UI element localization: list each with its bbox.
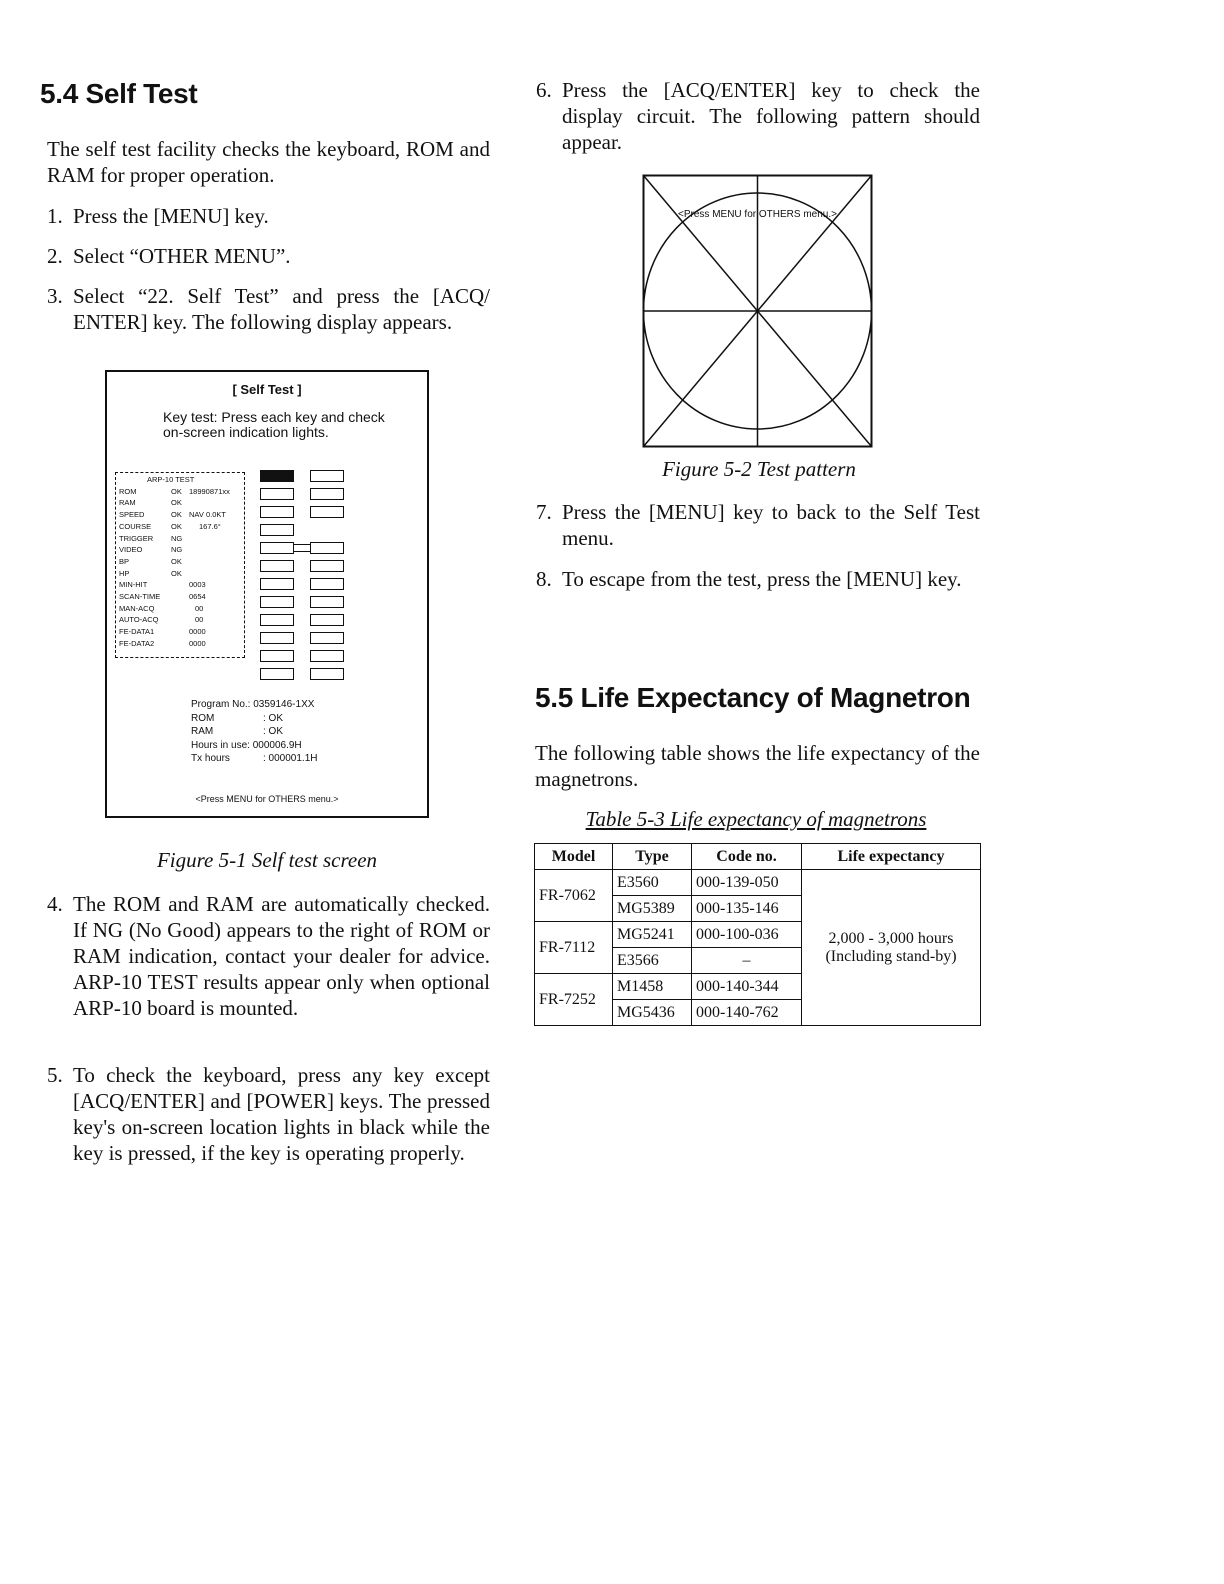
step-1: 1. Press the [MENU] key. [47, 204, 269, 228]
test-pattern-figure [642, 174, 873, 448]
arp-row: MAN-ACQ 00 [119, 603, 204, 613]
cell-code: 000-139-050 [692, 870, 802, 896]
key-indicator [310, 668, 344, 680]
key-indicator [310, 632, 344, 644]
arp-row: FE-DATA1 0000 [119, 627, 206, 637]
cell-code: 000-140-344 [692, 974, 802, 1000]
program-info [191, 698, 318, 766]
arp-row: ARP-10 TEST [147, 475, 195, 484]
cell-type: E3566 [613, 948, 692, 974]
cell-type: E3560 [613, 870, 692, 896]
arp-row: SCAN-TIME 0654 [119, 592, 206, 602]
cell-life-expectancy: 2,000 - 3,000 hours (Including stand-by) [802, 870, 981, 1026]
header-code: Code no. [692, 844, 802, 870]
arp-row: RAM OK [119, 498, 182, 508]
key-indicator [310, 614, 344, 626]
arp-row: BP OK [119, 556, 182, 566]
step-5: 5. To check the keyboard, press any key except [ACQ/ENTER] and [POWER] keys. The pressed key's on-screen location lights in black while the key is pressed, if the key is operating properly. [47, 1063, 490, 1165]
step-7: 7. Press the [MENU] key to back to the Self Test menu. [536, 500, 980, 550]
key-indicator [260, 668, 294, 680]
cell-code: 000-135-146 [692, 896, 802, 922]
key-indicator [310, 542, 344, 554]
key-indicator [260, 650, 294, 662]
cell-type: MG5241 [613, 922, 692, 948]
arp-row: COURSE OK 167.6° [119, 521, 221, 531]
press-menu-hint: <Press MENU for OTHERS menu.> [195, 794, 339, 804]
table-5-3-caption: Table 5-3 Life expectancy of magnetrons [585, 807, 927, 831]
arp-row: VIDEO NG [119, 545, 183, 555]
cell-code: 000-100-036 [692, 922, 802, 948]
arp-row: ROM OK 18990871xx [119, 486, 230, 496]
screen-title: [ Self Test ] [232, 382, 302, 397]
program-row: Hours in use: 000006.9H [191, 739, 302, 751]
program-row: Program No.: 0359146-1XX [191, 699, 315, 710]
step-2: 2. Select “OTHER MENU”. [47, 244, 291, 268]
self-test-screen-figure [105, 370, 429, 818]
table-row [535, 870, 981, 896]
program-row: ROM : OK [191, 712, 284, 724]
key-indicator-lit [260, 470, 294, 482]
key-indicator [260, 614, 294, 626]
key-indicator [260, 632, 294, 644]
cell-model: FR-7112 [535, 922, 613, 974]
cell-model: FR-7252 [535, 974, 613, 1026]
table-header-row [535, 844, 981, 870]
cell-model: FR-7062 [535, 870, 613, 922]
step-3: 3. Select “22. Self Test” and press the [ACQ/ ENTER] key. The following display appears. [47, 284, 490, 334]
cell-code: 000-140-762 [692, 1000, 802, 1026]
cell-type: MG5389 [613, 896, 692, 922]
key-indicator [310, 560, 344, 572]
step-4: 4. The ROM and RAM are automatically checked. If NG (No Good) appears to the right of ROM or RAM indication, contact your dealer for advice. ARP-10 TEST results appear only when optional ARP-10 board is mounted. [47, 892, 490, 1020]
key-indicator [310, 470, 344, 482]
cell-code: – [692, 948, 802, 974]
section-5-5-title: 5.5 Life Expectancy of Magnetron [535, 682, 971, 713]
key-indicator [260, 542, 294, 554]
arp-row: SPEED OK NAV 0.0KT [119, 510, 226, 520]
life-expectancy-table [534, 843, 981, 1026]
key-indicator [310, 650, 344, 662]
header-life: Life expectancy [802, 844, 981, 870]
arp-row: FE-DATA2 0000 [119, 638, 206, 648]
figure-5-1-caption: Figure 5-1 Self test screen [156, 848, 378, 872]
key-indicator [260, 524, 294, 536]
key-indicator [260, 560, 294, 572]
key-indicator [260, 488, 294, 500]
header-model: Model [535, 844, 613, 870]
cell-type: MG5436 [613, 1000, 692, 1026]
key-indicator [260, 596, 294, 608]
key-indicator-link [294, 544, 310, 552]
key-indicator [310, 596, 344, 608]
step-6: 6. Press the [ACQ/ENTER] key to check the display circuit. The following pattern should appear. [536, 78, 980, 154]
header-type: Type [613, 844, 692, 870]
key-indicator [310, 506, 344, 518]
key-indicator [310, 578, 344, 590]
key-indicator-grid [260, 470, 350, 690]
key-indicator [310, 488, 344, 500]
key-test-instructions: Key test: Press each key and check on-screen indication lights. [163, 409, 385, 440]
key-indicator [260, 506, 294, 518]
self-test-intro: The self test facility checks the keyboard, ROM and RAM for proper operation. [47, 137, 490, 187]
arp-row: HP OK [119, 568, 182, 578]
arp-row: TRIGGER NG [119, 533, 183, 543]
section-5-4-title: 5.4 Self Test [40, 78, 198, 109]
arp-row: MIN-HIT 0003 [119, 580, 206, 590]
arp-test-panel [115, 472, 245, 658]
cell-type: M1458 [613, 974, 692, 1000]
program-row: RAM : OK [191, 726, 284, 738]
key-indicator [260, 578, 294, 590]
program-row: Tx hours : 000001.1H [191, 753, 318, 765]
figure-5-2-caption: Figure 5-2 Test pattern [662, 457, 856, 481]
arp-row: AUTO-ACQ 00 [119, 615, 204, 625]
life-expectancy-intro: The following table shows the life expectancy of the magnetrons. [535, 741, 980, 791]
pattern-overlay-text: <Press MENU for OTHERS menu.> [678, 209, 837, 220]
step-8: 8. To escape from the test, press the [MENU] key. [536, 567, 962, 591]
